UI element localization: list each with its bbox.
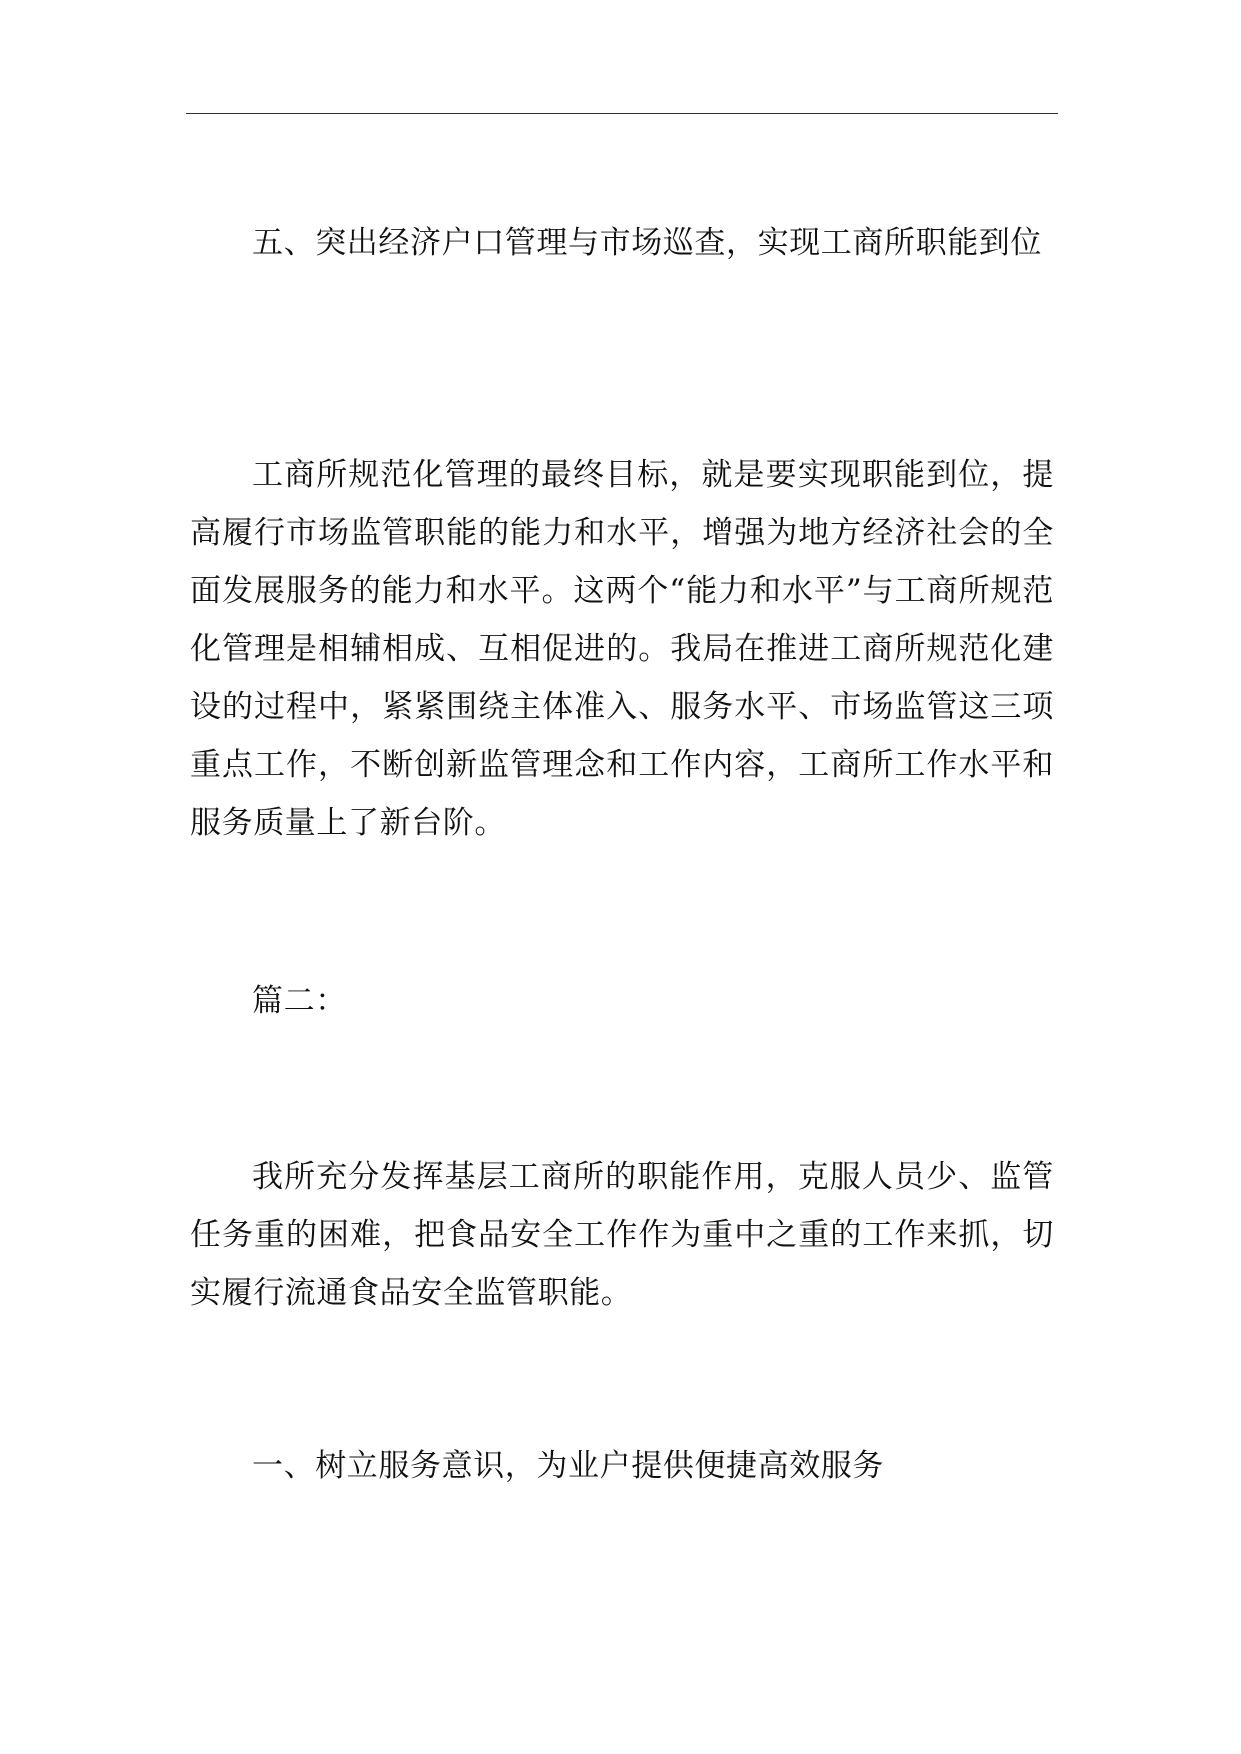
part-two-label: 篇二： <box>252 983 347 1019</box>
header-rule <box>186 113 1058 114</box>
paragraph-food-safety: 我所充分发挥基层工商所的职能作用，克服人员少、监管任务重的困难，把食品安全工作作为重中之重的工作来抓，切实履行流通食品安全监管职能。 <box>190 1159 1054 1311</box>
section-five-heading: 五、突出经济户口管理与市场巡查，实现工商所职能到位 <box>252 225 1042 261</box>
section-one-heading: 一、树立服务意识，为业户提供便捷高效服务 <box>252 1448 884 1484</box>
paragraph-functions-in-place: 工商所规范化管理的最终目标，就是要实现职能到位，提高履行市场监管职能的能力和水平，增强为地方经济社会的全面发展服务的能力和水平。这两个“能力和水平”与工商所规范化管理是相辅相成、互相促进的。我局在推进工商所规范化建设的过程中，紧紧围绕主体准入、服务水平、市场监管这三项重点工作，不断创新监管理念和工作内容，工商所工作水平和服务质量上了新台阶。 <box>190 457 1054 841</box>
